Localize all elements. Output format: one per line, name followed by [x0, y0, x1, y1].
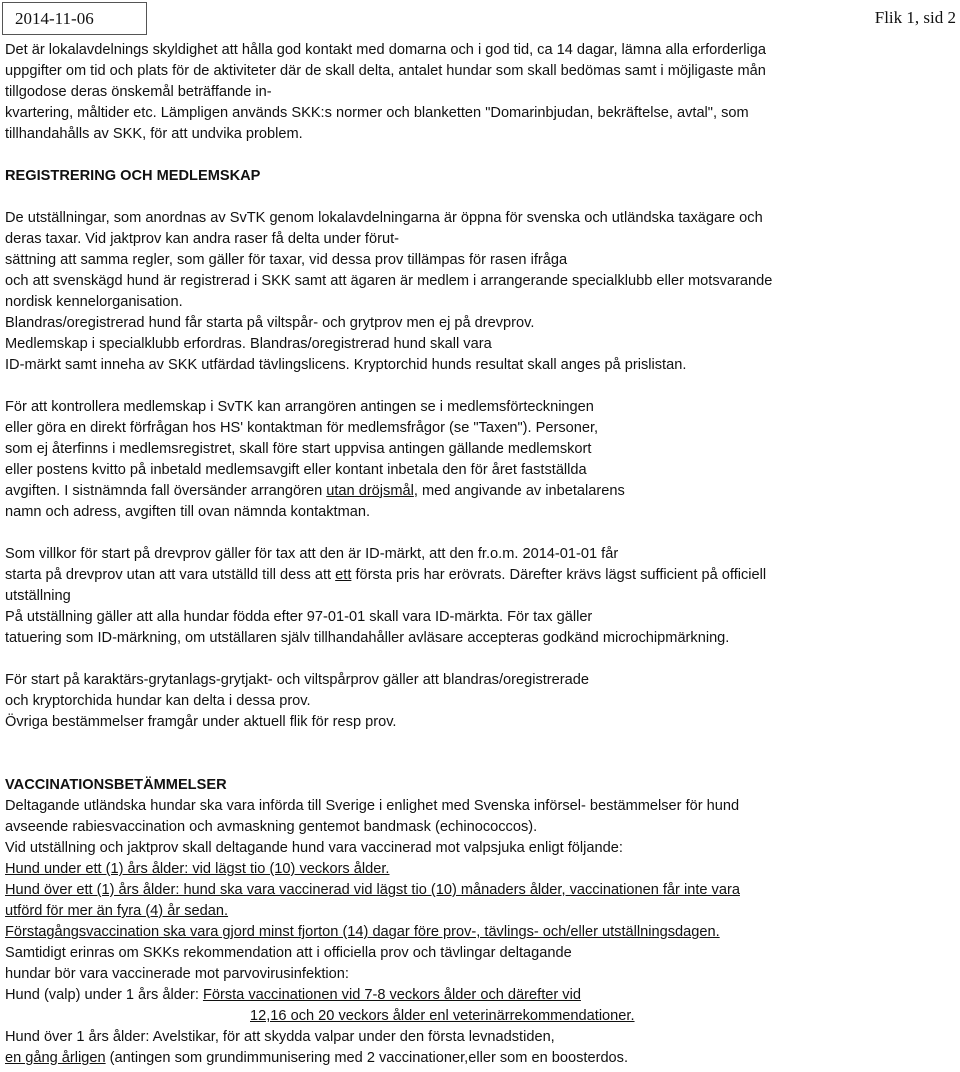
page-label: Flik 1, sid 2: [874, 8, 956, 27]
underlined-text: 12,16 och 20 veckors ålder enl veterinärrekommendationer.: [250, 1008, 635, 1024]
paragraph-line: Deltagande utländska hundar ska vara införda till Sverige i enlighet med Svenska införsel- bestämmelser för hund: [5, 798, 740, 814]
paragraph-line: och att svenskägd hund är registrerad i SKK samt att ägaren är medlem i arrangerande specialklubb eller motsvarande: [5, 273, 773, 289]
intro-line: uppgifter om tid och plats för de aktiviteter där de skall delta, antalet hundar som skall bedömas samt i möjligaste mån: [5, 63, 766, 79]
paragraph-line: nordisk kennelorganisation.: [5, 294, 183, 310]
paragraph-line: ID-märkt samt inneha av SKK utfärdad tävlingslicens. Kryptorchid hunds resultat skall anges på prislistan.: [5, 357, 687, 373]
paragraph-line: För att kontrollera medlemskap i SvTK kan arrangören antingen se i medlemsförteckningen: [5, 399, 594, 415]
paragraph-line: [5, 1048, 960, 1069]
paragraph-line: namn och adress, avgiften till ovan nämnda kontaktman.: [5, 504, 371, 520]
paragraph-line: Medlemskap i specialklubb erfordras. Blandras/oregistrerad hund skall vara: [5, 336, 492, 352]
date-box: 2014-11-06: [2, 2, 147, 35]
paragraph-line: [5, 1006, 960, 1027]
underlined-line: Hund under ett (1) års ålder: vid lägst tio (10) veckors ålder.: [5, 861, 390, 877]
underlined-line: Hund över ett (1) års ålder: hund ska vara vaccinerad vid lägst tio (10) månaders ålder, vaccinationen får inte vara: [5, 882, 740, 898]
paragraph-line: Som villkor för start på drevprov gäller för tax att den är ID-märkt, att den fr.o.m. 2014-01-01 får: [5, 546, 619, 562]
paragraph-line: Övriga bestämmelser framgår under aktuell flik för resp prov.: [5, 714, 397, 730]
underlined-text: Första vaccinationen vid 7-8 veckors ålder och därefter vid: [202, 987, 581, 1003]
text-segment: första pris har erövrats. Därefter krävs lägst sufficient på officiell: [351, 567, 767, 583]
paragraph-line: hundar bör vara vaccinerade mot parvovirusinfektion:: [5, 966, 349, 982]
body-text: [5, 40, 960, 1069]
paragraph-line: avseende rabiesvaccination och avmaskning gentemot bandmask (echinococcos).: [5, 819, 538, 835]
paragraph-line: [5, 985, 960, 1006]
section-heading-registration: REGISTRERING OCH MEDLEMSKAP: [5, 168, 261, 184]
intro-line: Det är lokalavdelnings skyldighet att hålla god kontakt med domarna och i god tid, ca 14 dagar, lämna alla erforderliga: [5, 42, 766, 58]
underlined-text: en gång årligen: [5, 1050, 106, 1066]
paragraph-line: [5, 481, 960, 502]
underlined-line: Förstagångsvaccination ska vara gjord minst fjorton (14) dagar före prov-, tävlings- och/eller utställningsdagen.: [5, 924, 720, 940]
paragraph-line: Vid utställning och jaktprov skall deltagande hund vara vaccinerad mot valpsjuka enligt följande:: [5, 840, 623, 856]
section-heading-vaccination: VACCINATIONSBETÄMMELSER: [5, 777, 227, 793]
paragraph-line: utställning: [5, 588, 71, 604]
intro-line: tillgodose deras önskemål beträffande in-: [5, 84, 272, 100]
paragraph-line: [5, 565, 960, 586]
paragraph-line: De utställningar, som anordnas av SvTK genom lokalavdelningarna är öppna för svenska och utländska taxägare och: [5, 210, 763, 226]
paragraph-line: eller postens kvitto på inbetald medlemsavgift eller kontant inbetala den för året fastställda: [5, 462, 587, 478]
text-segment: avgiften. I sistnämnda fall översänder arrangören: [5, 483, 327, 499]
paragraph-line: tatuering som ID-märkning, om utställaren själv tillhandahåller avläsare accepteras godkänd microchipmärkning.: [5, 630, 730, 646]
text-segment: Hund (valp) under 1 års ålder:: [5, 987, 203, 1003]
underlined-text: utan dröjsmål: [326, 483, 414, 499]
paragraph-line: sättning att samma regler, som gäller för taxar, vid dessa prov tillämpas för rasen ifråga: [5, 252, 568, 268]
text-segment: , med angivande av inbetalarens: [413, 483, 625, 499]
paragraph-line: Blandras/oregistrerad hund får starta på viltspår- och grytprov men ej på drevprov.: [5, 315, 535, 331]
paragraph-line: Hund över 1 års ålder: Avelstikar, för att skydda valpar under den första levnadstiden,: [5, 1029, 555, 1045]
paragraph-line: På utställning gäller att alla hundar födda efter 97-01-01 skall vara ID-märkta. För tax gäller: [5, 609, 593, 625]
underlined-text: ett: [335, 567, 352, 583]
intro-line: tillhandahålls av SKK, för att undvika problem.: [5, 126, 303, 142]
paragraph-line: eller göra en direkt förfrågan hos HS' kontaktman för medlemsfrågor (se "Taxen"). Personer,: [5, 420, 599, 436]
paragraph-line: För start på karaktärs-grytanlags-grytjakt- och viltspårprov gäller att blandras/oregistrerade: [5, 672, 589, 688]
paragraph-line: Samtidigt erinras om SKKs rekommendation att i officiella prov och tävlingar deltagande: [5, 945, 572, 961]
intro-line: kvartering, måltider etc. Lämpligen används SKK:s normer och blanketten "Domarinbjudan, bekräftelse, avtal", som: [5, 105, 749, 121]
text-segment: (antingen som grundimmunisering med 2 vaccinationer,eller som en boosterdos.: [105, 1050, 629, 1066]
paragraph-line: deras taxar. Vid jaktprov kan andra raser få delta under förut-: [5, 231, 399, 247]
paragraph-line: som ej återfinns i medlemsregistret, skall före start uppvisa antingen gällande medlemskort: [5, 441, 592, 457]
underlined-line: utförd för mer än fyra (4) år sedan.: [5, 903, 229, 919]
text-segment: starta på drevprov utan att vara utställd till dess att: [5, 567, 336, 583]
paragraph-line: och kryptorchida hundar kan delta i dessa prov.: [5, 693, 311, 709]
